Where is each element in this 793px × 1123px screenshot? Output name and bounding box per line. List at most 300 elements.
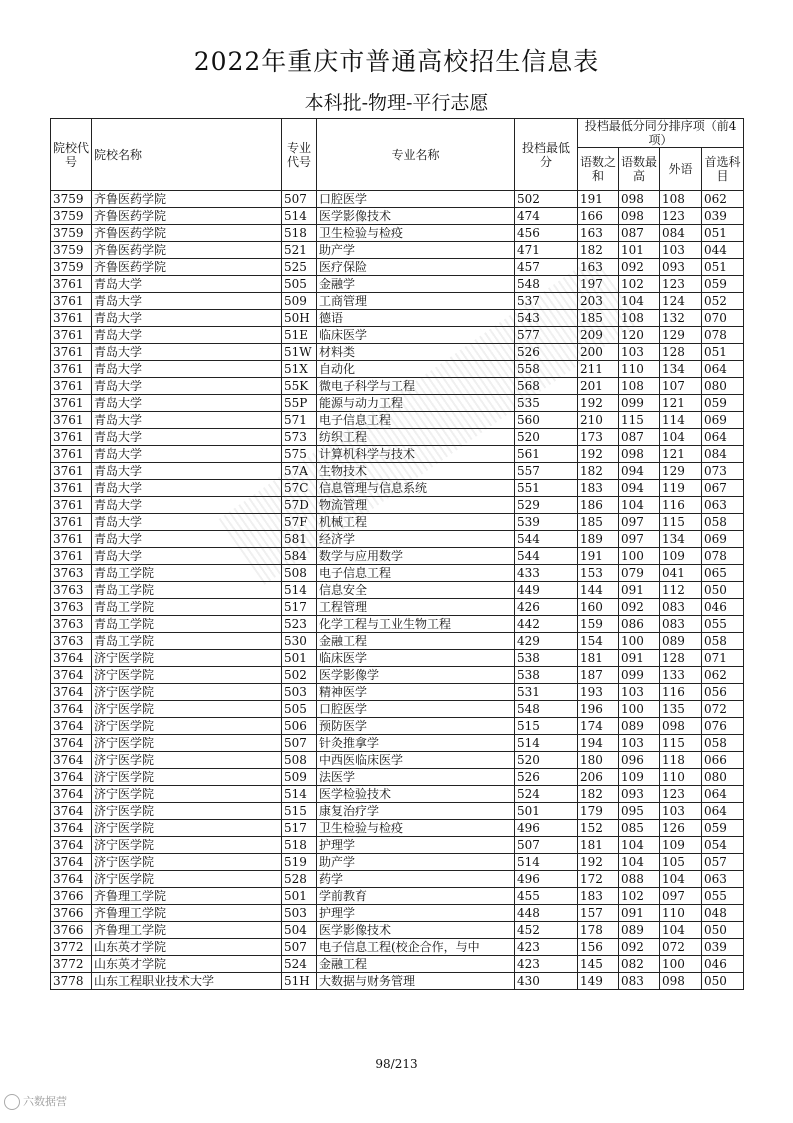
cell-sub4: 062	[702, 667, 744, 684]
cell-sub3: 116	[660, 497, 702, 514]
cell-school-code: 3763	[51, 582, 92, 599]
table-row	[51, 259, 744, 276]
cell-min-score: 471	[515, 242, 578, 259]
cell-sub3: 089	[660, 633, 702, 650]
cell-school-code: 3764	[51, 701, 92, 718]
cell-school-name: 齐鲁医药学院	[92, 242, 282, 259]
cell-sub1: 196	[578, 701, 619, 718]
cell-sub2: 087	[619, 225, 660, 242]
header-min-score: 投档最低分	[515, 119, 578, 191]
cell-sub2: 097	[619, 514, 660, 531]
cell-min-score: 455	[515, 888, 578, 905]
cell-sub1: 179	[578, 803, 619, 820]
cell-school-code: 3761	[51, 378, 92, 395]
cell-sub4: 039	[702, 208, 744, 225]
cell-sub1: 160	[578, 599, 619, 616]
cell-min-score: 474	[515, 208, 578, 225]
cell-sub4: 072	[702, 701, 744, 718]
cell-sub3: 109	[660, 548, 702, 565]
header-major-name: 专业名称	[317, 119, 515, 191]
cell-major-name: 口腔医学	[317, 191, 515, 208]
cell-sub2: 092	[619, 259, 660, 276]
table-row	[51, 242, 744, 259]
cell-major-code: 515	[282, 803, 317, 820]
cell-sub1: 174	[578, 718, 619, 735]
cell-school-code: 3759	[51, 259, 92, 276]
cell-sub4: 064	[702, 786, 744, 803]
cell-major-name: 数学与应用数学	[317, 548, 515, 565]
cell-sub3: 118	[660, 752, 702, 769]
cell-sub4: 059	[702, 820, 744, 837]
cell-sub4: 054	[702, 837, 744, 854]
cell-school-code: 3766	[51, 922, 92, 939]
cell-sub2: 082	[619, 956, 660, 973]
cell-school-name: 济宁医学院	[92, 735, 282, 752]
cell-sub2: 093	[619, 786, 660, 803]
cell-major-code: 51E	[282, 327, 317, 344]
table-row	[51, 310, 744, 327]
cell-sub4: 050	[702, 922, 744, 939]
cell-sub3: 103	[660, 803, 702, 820]
cell-min-score: 514	[515, 854, 578, 871]
cell-sub1: 172	[578, 871, 619, 888]
cell-major-name: 纺织工程	[317, 429, 515, 446]
cell-sub4: 078	[702, 548, 744, 565]
cell-sub2: 094	[619, 480, 660, 497]
cell-sub4: 051	[702, 225, 744, 242]
cell-sub3: 083	[660, 616, 702, 633]
cell-sub1: 183	[578, 888, 619, 905]
cell-sub2: 110	[619, 361, 660, 378]
cell-sub4: 062	[702, 191, 744, 208]
cell-min-score: 526	[515, 344, 578, 361]
cell-sub2: 091	[619, 905, 660, 922]
table-row	[51, 922, 744, 939]
cell-min-score: 538	[515, 650, 578, 667]
cell-school-code: 3764	[51, 837, 92, 854]
cell-sub2: 120	[619, 327, 660, 344]
cell-sub3: 093	[660, 259, 702, 276]
cell-min-score: 430	[515, 973, 578, 990]
cell-school-name: 青岛大学	[92, 446, 282, 463]
cell-sub3: 129	[660, 463, 702, 480]
cell-sub3: 109	[660, 837, 702, 854]
cell-sub4: 051	[702, 259, 744, 276]
cell-sub1: 173	[578, 429, 619, 446]
cell-sub3: 115	[660, 735, 702, 752]
cell-sub3: 119	[660, 480, 702, 497]
cell-major-code: 518	[282, 837, 317, 854]
table-row	[51, 599, 744, 616]
cell-sub1: 189	[578, 531, 619, 548]
cell-school-name: 济宁医学院	[92, 769, 282, 786]
cell-school-name: 济宁医学院	[92, 667, 282, 684]
cell-sub1: 211	[578, 361, 619, 378]
cell-major-name: 信息管理与信息系统	[317, 480, 515, 497]
cell-sub1: 186	[578, 497, 619, 514]
cell-sub1: 185	[578, 310, 619, 327]
cell-major-name: 经济学	[317, 531, 515, 548]
cell-school-code: 3763	[51, 565, 92, 582]
cell-sub2: 102	[619, 888, 660, 905]
table-row	[51, 582, 744, 599]
cell-major-code: 518	[282, 225, 317, 242]
cell-school-name: 齐鲁医药学院	[92, 259, 282, 276]
cell-school-code: 3764	[51, 820, 92, 837]
cell-major-code: 571	[282, 412, 317, 429]
cell-major-code: 584	[282, 548, 317, 565]
cell-school-code: 3761	[51, 514, 92, 531]
cell-school-code: 3761	[51, 497, 92, 514]
table-row	[51, 225, 744, 242]
table-row	[51, 361, 744, 378]
cell-school-name: 济宁医学院	[92, 820, 282, 837]
cell-school-name: 青岛大学	[92, 429, 282, 446]
cell-sub3: 104	[660, 922, 702, 939]
cell-min-score: 548	[515, 701, 578, 718]
cell-min-score: 544	[515, 548, 578, 565]
cell-sub2: 087	[619, 429, 660, 446]
cell-school-name: 青岛大学	[92, 497, 282, 514]
cell-sub1: 203	[578, 293, 619, 310]
cell-sub1: 200	[578, 344, 619, 361]
cell-school-code: 3766	[51, 888, 92, 905]
cell-sub3: 128	[660, 344, 702, 361]
cell-sub1: 154	[578, 633, 619, 650]
cell-min-score: 538	[515, 667, 578, 684]
cell-school-name: 济宁医学院	[92, 684, 282, 701]
cell-sub2: 095	[619, 803, 660, 820]
table-row	[51, 463, 744, 480]
cell-major-code: 501	[282, 888, 317, 905]
cell-school-name: 齐鲁医药学院	[92, 191, 282, 208]
cell-major-code: 507	[282, 735, 317, 752]
cell-min-score: 501	[515, 803, 578, 820]
cell-sub3: 110	[660, 769, 702, 786]
cell-sub4: 063	[702, 497, 744, 514]
cell-major-code: 581	[282, 531, 317, 548]
cell-sub4: 046	[702, 599, 744, 616]
cell-sub3: 097	[660, 888, 702, 905]
header-tie-group: 投档最低分同分排序项（前4项）	[578, 119, 744, 148]
cell-school-code: 3764	[51, 854, 92, 871]
cell-sub1: 209	[578, 327, 619, 344]
cell-sub3: 124	[660, 293, 702, 310]
cell-sub3: 129	[660, 327, 702, 344]
table-row	[51, 718, 744, 735]
cell-major-code: 528	[282, 871, 317, 888]
cell-sub4: 064	[702, 361, 744, 378]
cell-major-name: 学前教育	[317, 888, 515, 905]
cell-sub4: 044	[702, 242, 744, 259]
cell-school-name: 青岛大学	[92, 395, 282, 412]
table-row	[51, 854, 744, 871]
page-number: 98/213	[375, 1057, 418, 1071]
cell-sub2: 101	[619, 242, 660, 259]
cell-sub4: 059	[702, 395, 744, 412]
cell-sub4: 080	[702, 378, 744, 395]
cell-sub2: 085	[619, 820, 660, 837]
cell-major-code: 506	[282, 718, 317, 735]
cell-min-score: 561	[515, 446, 578, 463]
cell-major-name: 工程管理	[317, 599, 515, 616]
cell-sub1: 159	[578, 616, 619, 633]
cell-min-score: 433	[515, 565, 578, 582]
cell-school-name: 济宁医学院	[92, 871, 282, 888]
cell-min-score: 426	[515, 599, 578, 616]
cell-sub2: 083	[619, 973, 660, 990]
cell-sub4: 070	[702, 310, 744, 327]
cell-min-score: 449	[515, 582, 578, 599]
cell-min-score: 535	[515, 395, 578, 412]
table-body	[51, 191, 744, 990]
table-row	[51, 497, 744, 514]
cell-school-code: 3763	[51, 616, 92, 633]
cell-sub1: 194	[578, 735, 619, 752]
cell-major-name: 信息安全	[317, 582, 515, 599]
cell-min-score: 526	[515, 769, 578, 786]
cell-min-score: 560	[515, 412, 578, 429]
cell-sub4: 050	[702, 973, 744, 990]
cell-sub3: 134	[660, 531, 702, 548]
cell-school-name: 齐鲁医药学院	[92, 225, 282, 242]
cell-major-code: 57D	[282, 497, 317, 514]
cell-major-code: 508	[282, 752, 317, 769]
table-row	[51, 701, 744, 718]
cell-min-score: 524	[515, 786, 578, 803]
cell-sub2: 096	[619, 752, 660, 769]
cell-sub3: 115	[660, 514, 702, 531]
table-row	[51, 769, 744, 786]
table-row	[51, 939, 744, 956]
cell-major-name: 能源与动力工程	[317, 395, 515, 412]
cell-sub1: 145	[578, 956, 619, 973]
cell-sub4: 058	[702, 514, 744, 531]
table-row	[51, 395, 744, 412]
cell-sub1: 187	[578, 667, 619, 684]
cell-major-code: 521	[282, 242, 317, 259]
cell-school-code: 3764	[51, 684, 92, 701]
table-row	[51, 327, 744, 344]
cell-sub4: 069	[702, 412, 744, 429]
cell-school-code: 3759	[51, 191, 92, 208]
cell-sub2: 099	[619, 667, 660, 684]
cell-major-code: 509	[282, 769, 317, 786]
cell-major-name: 口腔医学	[317, 701, 515, 718]
cell-major-code: 501	[282, 650, 317, 667]
cell-sub2: 104	[619, 837, 660, 854]
cell-sub4: 051	[702, 344, 744, 361]
cell-sub1: 183	[578, 480, 619, 497]
table-row	[51, 208, 744, 225]
cell-sub1: 178	[578, 922, 619, 939]
cell-school-code: 3778	[51, 973, 92, 990]
cell-school-name: 齐鲁理工学院	[92, 888, 282, 905]
cell-min-score: 423	[515, 956, 578, 973]
cell-sub3: 083	[660, 599, 702, 616]
table-row	[51, 803, 744, 820]
table-row	[51, 973, 744, 990]
cell-major-name: 中西医临床医学	[317, 752, 515, 769]
cell-major-code: 502	[282, 667, 317, 684]
cell-major-code: 57A	[282, 463, 317, 480]
cell-school-code: 3764	[51, 718, 92, 735]
cell-school-name: 青岛大学	[92, 361, 282, 378]
cell-sub2: 100	[619, 548, 660, 565]
cell-school-code: 3772	[51, 956, 92, 973]
cell-sub1: 192	[578, 395, 619, 412]
header-sub1: 语数之和	[578, 148, 619, 191]
table-header-row	[51, 119, 744, 148]
table-row	[51, 531, 744, 548]
cell-major-name: 自动化	[317, 361, 515, 378]
cell-major-code: 503	[282, 905, 317, 922]
cell-school-code: 3764	[51, 667, 92, 684]
cell-school-name: 齐鲁理工学院	[92, 905, 282, 922]
cell-sub2: 088	[619, 871, 660, 888]
cell-school-name: 济宁医学院	[92, 701, 282, 718]
cell-major-name: 医学影像技术	[317, 208, 515, 225]
table-row	[51, 667, 744, 684]
cell-sub1: 182	[578, 786, 619, 803]
header-sub3: 外语	[660, 148, 702, 191]
cell-min-score: 520	[515, 752, 578, 769]
cell-major-code: 55P	[282, 395, 317, 412]
cell-sub1: 156	[578, 939, 619, 956]
cell-major-name: 材料类	[317, 344, 515, 361]
cell-major-name: 预防医学	[317, 718, 515, 735]
cell-school-code: 3761	[51, 463, 92, 480]
table-row	[51, 344, 744, 361]
cell-major-code: 507	[282, 939, 317, 956]
cell-sub1: 192	[578, 446, 619, 463]
cell-sub4: 073	[702, 463, 744, 480]
cell-school-name: 济宁医学院	[92, 854, 282, 871]
table-row	[51, 888, 744, 905]
cell-major-name: 计算机科学与技术	[317, 446, 515, 463]
cell-min-score: 496	[515, 871, 578, 888]
cell-school-code: 3761	[51, 276, 92, 293]
cell-major-name: 大数据与财务管理	[317, 973, 515, 990]
cell-major-name: 助产学	[317, 854, 515, 871]
cell-sub2: 089	[619, 922, 660, 939]
cell-sub4: 080	[702, 769, 744, 786]
cell-sub2: 103	[619, 684, 660, 701]
cell-school-code: 3764	[51, 752, 92, 769]
table-row	[51, 514, 744, 531]
cell-major-name: 医疗保险	[317, 259, 515, 276]
table-row	[51, 786, 744, 803]
cell-min-score: 502	[515, 191, 578, 208]
cell-min-score: 442	[515, 616, 578, 633]
cell-school-name: 济宁医学院	[92, 752, 282, 769]
cell-major-code: 517	[282, 820, 317, 837]
cell-major-name: 医学影像技术	[317, 922, 515, 939]
cell-school-name: 青岛大学	[92, 310, 282, 327]
cell-sub4: 056	[702, 684, 744, 701]
cell-school-code: 3761	[51, 446, 92, 463]
cell-min-score: 457	[515, 259, 578, 276]
cell-min-score: 568	[515, 378, 578, 395]
cell-major-name: 工商管理	[317, 293, 515, 310]
cell-school-name: 青岛工学院	[92, 565, 282, 582]
cell-school-code: 3759	[51, 208, 92, 225]
cell-sub3: 132	[660, 310, 702, 327]
cell-sub3: 133	[660, 667, 702, 684]
cell-major-name: 临床医学	[317, 650, 515, 667]
cell-sub1: 191	[578, 191, 619, 208]
cell-major-name: 法医学	[317, 769, 515, 786]
cell-sub3: 123	[660, 276, 702, 293]
cell-major-code: 519	[282, 854, 317, 871]
cell-sub3: 103	[660, 242, 702, 259]
cell-min-score: 514	[515, 735, 578, 752]
table-row	[51, 633, 744, 650]
cell-min-score: 577	[515, 327, 578, 344]
cell-sub3: 123	[660, 208, 702, 225]
cell-school-code: 3761	[51, 395, 92, 412]
cell-school-name: 青岛大学	[92, 514, 282, 531]
cell-major-name: 金融工程	[317, 956, 515, 973]
cell-sub1: 201	[578, 378, 619, 395]
cell-sub4: 064	[702, 803, 744, 820]
cell-school-name: 齐鲁医药学院	[92, 208, 282, 225]
cell-school-name: 齐鲁理工学院	[92, 922, 282, 939]
cell-min-score: 551	[515, 480, 578, 497]
cell-sub2: 104	[619, 854, 660, 871]
cell-school-name: 济宁医学院	[92, 650, 282, 667]
cell-sub3: 104	[660, 429, 702, 446]
cell-school-name: 青岛大学	[92, 327, 282, 344]
cell-sub3: 126	[660, 820, 702, 837]
cell-major-code: 50H	[282, 310, 317, 327]
cell-school-code: 3761	[51, 361, 92, 378]
cell-min-score: 520	[515, 429, 578, 446]
cell-sub3: 072	[660, 939, 702, 956]
cell-school-code: 3759	[51, 242, 92, 259]
cell-sub3: 104	[660, 871, 702, 888]
cell-major-code: 514	[282, 208, 317, 225]
cell-min-score: 539	[515, 514, 578, 531]
cell-school-name: 济宁医学院	[92, 786, 282, 803]
cell-sub1: 197	[578, 276, 619, 293]
cell-school-code: 3763	[51, 633, 92, 650]
cell-school-name: 青岛大学	[92, 276, 282, 293]
cell-major-name: 药学	[317, 871, 515, 888]
cell-sub2: 079	[619, 565, 660, 582]
cell-major-code: 503	[282, 684, 317, 701]
cell-sub1: 182	[578, 242, 619, 259]
cell-school-code: 3766	[51, 905, 92, 922]
cell-major-code: 508	[282, 565, 317, 582]
cell-major-name: 助产学	[317, 242, 515, 259]
cell-sub4: 055	[702, 616, 744, 633]
cell-major-name: 电子信息工程(校企合作，与中	[317, 939, 515, 956]
header-school-name: 院校名称	[92, 119, 282, 191]
cell-major-name: 护理学	[317, 837, 515, 854]
cell-school-name: 青岛大学	[92, 344, 282, 361]
cell-major-code: 51W	[282, 344, 317, 361]
cell-school-name: 青岛大学	[92, 463, 282, 480]
cell-sub4: 067	[702, 480, 744, 497]
cell-major-code: 517	[282, 599, 317, 616]
cell-school-code: 3764	[51, 650, 92, 667]
cell-major-name: 临床医学	[317, 327, 515, 344]
cell-sub1: 193	[578, 684, 619, 701]
cell-school-code: 3761	[51, 531, 92, 548]
cell-sub1: 166	[578, 208, 619, 225]
cell-sub2: 103	[619, 735, 660, 752]
